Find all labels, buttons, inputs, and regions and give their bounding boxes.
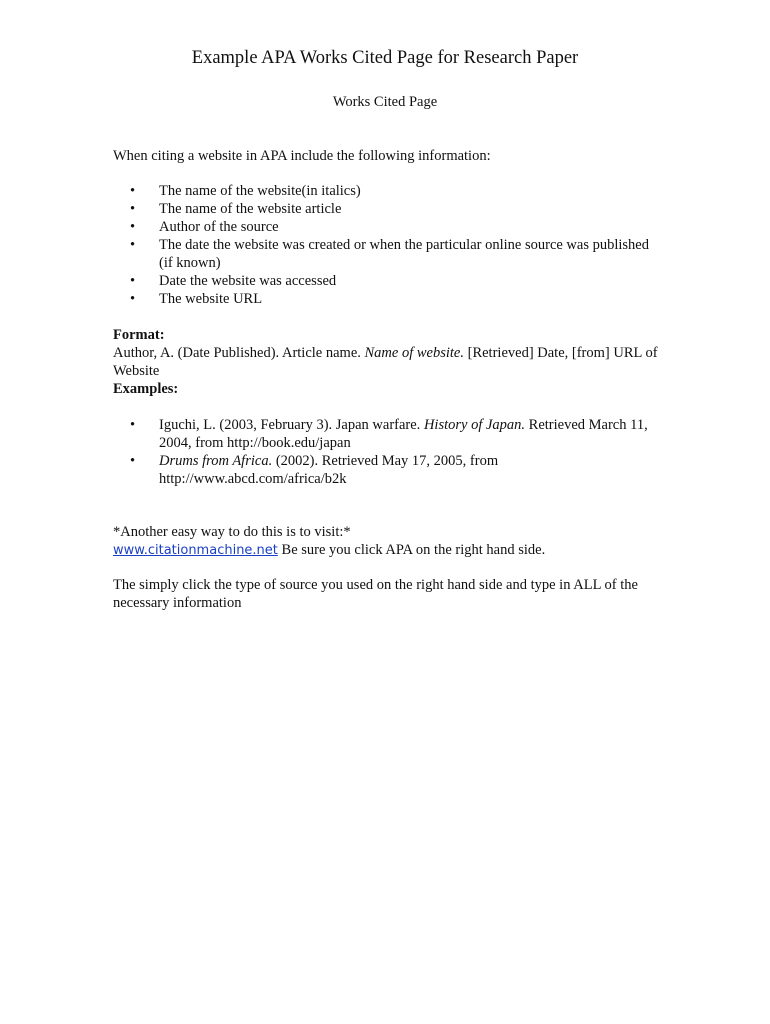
format-heading: Format: bbox=[113, 327, 165, 343]
bullet-icon: • bbox=[130, 417, 136, 433]
bullet-icon: • bbox=[130, 219, 136, 235]
list-item-text: Date the website was accessed bbox=[159, 273, 337, 289]
bullet-icon: • bbox=[130, 237, 136, 253]
list-item bbox=[113, 236, 658, 272]
visit-section bbox=[113, 523, 658, 560]
closing-paragraph: The simply click the type of source you used on the right hand side and type in ALL of the necessary information bbox=[113, 577, 638, 611]
page-subtitle: Works Cited Page bbox=[332, 94, 438, 110]
page-title: Example APA Works Cited Page for Research Paper bbox=[191, 48, 579, 68]
list-item bbox=[113, 290, 658, 308]
list-item bbox=[113, 272, 658, 290]
bullet-icon: • bbox=[130, 453, 136, 469]
format-text: Author, A. (Date Published). Article name. Name of website. [Retrieved] Date, [from] URL of Website bbox=[113, 345, 658, 379]
bullet-icon: • bbox=[130, 183, 136, 199]
examples-list bbox=[113, 416, 658, 488]
examples-heading: Examples: bbox=[113, 381, 179, 397]
visit-line: *Another easy way to do this is to visit:* bbox=[113, 524, 351, 540]
list-item-text: Author of the source bbox=[159, 219, 279, 235]
example-text: Drums from Africa. (2002). Retrieved May 17, 2005, from http://www.abcd.com/africa/b2k bbox=[159, 453, 499, 487]
list-item-text: The date the website was created or when the particular online source was published (if known) bbox=[159, 237, 649, 271]
list-item bbox=[113, 452, 658, 488]
list-item-text: The name of the website article bbox=[159, 201, 342, 217]
info-list bbox=[113, 182, 658, 308]
format-section bbox=[113, 326, 658, 398]
example-text: Iguchi, L. (2003, February 3). Japan warfare. History of Japan. Retrieved March 11, 2004, from http://book.edu/japan bbox=[159, 417, 648, 451]
bullet-icon: • bbox=[130, 273, 136, 289]
list-item bbox=[113, 182, 658, 200]
list-item-text: The name of the website(in italics) bbox=[159, 183, 361, 199]
citationmachine-link[interactable]: www.citationmachine.net bbox=[113, 543, 278, 558]
bullet-icon: • bbox=[130, 201, 136, 217]
list-item bbox=[113, 416, 658, 452]
bullet-icon: • bbox=[130, 291, 136, 307]
visit-link-line: www.citationmachine.net Be sure you click APA on the right hand side. bbox=[113, 542, 546, 558]
list-item bbox=[113, 218, 658, 236]
list-item-text: The website URL bbox=[159, 291, 263, 307]
list-item bbox=[113, 200, 658, 218]
intro-paragraph: When citing a website in APA include the following information: bbox=[113, 148, 491, 164]
